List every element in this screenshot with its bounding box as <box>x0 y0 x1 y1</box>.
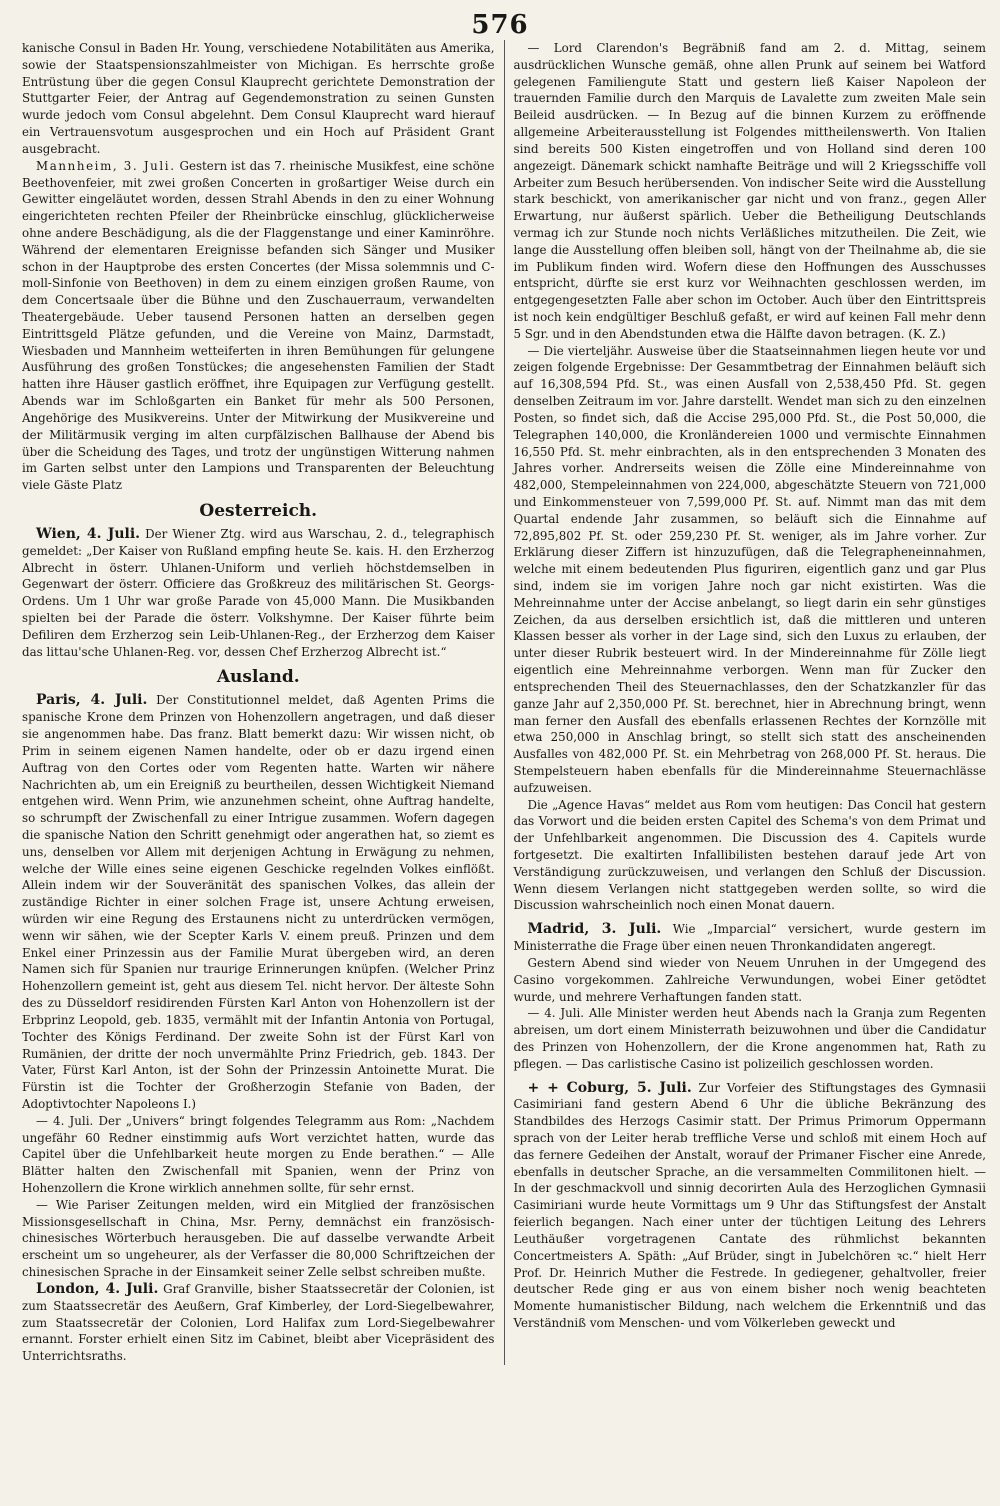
article-paris-rome: — 4. Juli. Der „Univers“ bringt folgendes Telegramm aus Rom: „Nachdem ungefähr 60 Redner einstimmig aufs Wort verzichtet hatten, wurde das Capitel über die Unfehlbarkeit heute morgen zu Ende berathen.“ — Alle Blätter halten den Zwischenfall mit Spanien, wenn der Prinz von Hohenzollern die Krone wirklich annehmen sollte, für sehr ernst. <box>22 1113 495 1195</box>
spacer <box>514 1073 987 1080</box>
article-madrid-ministers: — 4. Juli. Alle Minister werden heut Abends nach la Granja zum Regenten abreisen, um dort einem Ministerrath beizuwohnen und über die Candidatur des Prinzen von Hohenzollern, der die Krone angenommen hat, Rath zu pflegen. — Das carlistische Casino ist polizeilich geschlossen worden. <box>513 1006 986 1071</box>
article-wien <box>22 526 495 661</box>
article-mannheim <box>22 158 495 494</box>
dateline-coburg: + + Coburg, 5. Juli. <box>527 1079 692 1096</box>
article-mannheim-text: Gestern ist das 7. rheinische Musikfest, eine schöne Beethovenfeier, mit zwei großen Concerten in großartiger Weise durch ein Gewitter eingeläutet worden, dessen Strahl Abends in den zu einer Wohnung eingerichteten rechten Pfeiler der Rheinbrücke einschlug, glücklicherweise ohne andere Beschädigung, als die der Flaggenstange und einer Kaminröhre. Während der elementaren Ereignisse befanden sich Sänger und Musiker schon in der Hauptprobe des ersten Concertes (der Missa solemmnis und C-moll-Sinfonie von Beethoven) in dem zu einem einzigen großen Raume, von dem Concertsaale über die Bühne und den Zuschauerraum, verwandelten Theatergebäude. Ueber tausend Personen hatten an derselben gegen Eintrittsgeld Plätze gefunden, und die Vereine von Mainz, Darmstadt, Wiesbaden und Mannheim wetteiferten in ihren Bemühungen für gelungene Ausführung des großen Tonstückes; die angesehensten Familien der Stadt hatten ihre Häuser gastlich eröffnet, ihre Equipagen zur Verfügung gestellt. Abends war im Schloßgarten ein Banket für mehr als 500 Personen, Angehörige des Musikvereins. Unter der Mitwirkung der Musikvereine und der Militärmusik verging im alten curpfälzischen Ballhause der Abend bis über die Scheidung des Tages, und trotz der ungünstigen Witterung nahmen im Garten selbst unter den Lampions und Transparenten der Beleuchtung viele Gäste Platz <box>22 158 495 493</box>
page-number: 576 <box>471 10 529 40</box>
article-state-revenue: — Die vierteljähr. Ausweise über die Staatseinnahmen liegen heute vor und zeigen folgende Ergebnisse: Der Gesammtbetrag der Einnahmen beläuft sich auf 16,308,594 Pfd. St., was einen Ausfall von 2,538,450 Pfd. St. gegen denselben Zeitraum im vor. Jahre darstellt. Wendet man sich zu den einzelnen Posten, so findet sich, daß die Accise 295,000 Pfd. St., die Post 50,000, die Telegraphen 140,000, die Kronländereien 1000 und vermischte Einnahmen 16,550 Pfd. St. mehr einbrachten, als in den entsprechenden 3 Monaten des Jahres vorher. Andrerseits weisen die Zölle eine Mindereinnahme von 482,000, Stempeleinnahmen von 224,000, abgeschätzte Steuern von 721,000 und Einkommensteuer von 7,599,000 Pf. St. auf. Nimmt man das mit dem Quartal endende Jahr zusammen, so beläuft sich die Einnahme auf 72,895,802 Pf. St. oder 259,230 Pf. St. weniger, als im Jahre vorher. Zur Erklärung dieser Ziffern ist hinzuzufügen, daß die Telegrapheneinnahmen, welche mit einem bedeutenden Plus figuriren, eigentlich ganz und gar Plus sind, indem sie im vorigen Jahre noch gar nicht existirten. Was die Mehreinnahme unter der Accise anbelangt, so liegt darin ein sehr günstiges Zeichen, da aus derselben ersichtlich ist, daß die mittleren und unteren Klassen besser als vorher in der Lage sind, sich den Luxus zu erlauben, der unter dieser Rubrik besteuert wird. In der Mindereinnahme für Zölle liegt eigentlich eine Mehreinnahme verborgen. Wenn man für Zucker den entsprechenden Theil des Steuernachlasses, den der Schatzkanzler für das ganze Jahr auf 2,350,000 Pf. St. berechnet, hier in Abrechnung bringt, wenn man ferner den Ausfall des ebenfalls erlassenen Rechtes der Kornzölle mit etwa 250,000 in Anschlag bringt, so stellt sich statt des anscheinenden Ausfalles von 482,000 Pf. St. ein Mehrbetrag von 268,000 Pf. St. heraus. Die Stempelsteuern haben ebenfalls für die Mindereinnahme Steuernachlässe aufzuweisen. <box>513 343 986 795</box>
article-paris <box>22 692 495 1112</box>
article-baden-end: kanische Consul in Baden Hr. Young, verschiedene Notabilitäten aus Amerika, sowie der Staatspensionszahlmeister von Michigan. Es herrschte große Entrüstung über die gegen Consul Klauprecht gerichtete Demonstration der Stuttgarter Feier, der Antrag auf Gegendemonstration zu seinen Gunsten wurde jedoch vom Consul abgelehnt. Dem Consul Klauprecht ward hierauf ein Vertrauensvotum ausgesprochen und ein Hoch auf Präsident Grant ausgebracht. <box>22 41 495 156</box>
article-paris-dictionary: — Wie Pariser Zeitungen melden, wird ein Mitglied der französischen Missionsgesellschaft in China, Msr. Perny, demnächst ein französisch-chinesisches Wörterbuch herausgeben. Die auf dasselbe verwandte Arbeit erscheint um so ungeheurer, als der Verfasser die 80,000 Schriftzeichen der chinesischen Sprache in der Einsamkeit seiner Zelle selbst schreiben mußte. <box>22 1197 495 1280</box>
dateline-paris: Paris, 4. Juli. <box>36 692 148 709</box>
dateline-london: London, 4. Juli. <box>36 1280 159 1297</box>
article-madrid <box>514 921 987 955</box>
article-london <box>22 1281 495 1365</box>
article-coburg <box>514 1080 987 1332</box>
article-clarendon: — Lord Clarendon's Begräbniß fand am 2. d. Mittag, seinem ausdrücklichen Wunsche gemäß, ohne allen Prunk auf seinem bei Watford gelegenen Familiengute Statt und gestern ließ Kaiser Napoleon der trauernden Familie durch den Marquis de Lavalette zum zweiten Male sein Beileid ausdrücken. — In Bezug auf die binnen Kurzem zu eröffnende allgemeine Arbeiterausstellung ist Folgendes mittheilenswerth. Von Italien sind bereits 500 Kisten eingetroffen und von Holland sind deren 100 angezeigt. Dänemark schickt namhafte Beiträge und will 2 Kriegsschiffe voll Arbeiter zum Besuch herübersenden. Von indischer Seite wird die Ausstellung stark beschickt, von amerikanischer gar nicht und von franz., gegen Aller Erwartung, nur äußerst spärlich. Ueber die Betheiligung Deutschlands vermag ich zur Stunde noch nichts Verläßliches mitzutheilen. Die Zeit, wie lange die Ausstellung offen bleiben soll, hängt von der Theilnahme ab, die sie im Publikum finden wird. Wofern diese den Hoffnungen des Ausschusses entspricht, dürfte sie erst kurz vor Weihnachten geschlossen werden, im entgegengesetzten Falle aber schon im October. Auch über den Eintrittspreis ist noch kein endgültiger Beschluß gefaßt, er wird auf keinen Fall mehr denn 5 Sgr. und in den Abendstunden etwa die Hälfte davon betragen. (K. Z.) <box>513 41 986 341</box>
article-madrid-unrest: Gestern Abend sind wieder von Neuem Unruhen in der Umgegend des Casino vorgekommen. Zahlreiche Verwundungen, wobei Einer getödtet wurde, und mehrere Verhaftungen fanden statt. <box>513 955 986 1004</box>
section-heading-ausland: Ausland. <box>216 667 300 688</box>
right-column <box>504 40 987 1365</box>
article-wien-text: Der Wiener Ztg. wird aus Warschau, 2. d., telegraphisch gemeldet: „Der Kaiser von Rußland empfing heute Se. kais. H. den Erzherzog Albrecht in österr. Uhlanen-Uniform und verlieh höchstdemselben in Gegenwart der österr. Officiere das Großkreuz des militärischen St. Georgs-Ordens. Um 1 Uhr war große Parade von 45,000 Mann. Die Musikbanden spielten bei der Parade die österr. Volkshymne. Der Kaiser führte beim Defiliren dem Erzherzog sein Leib-Uhlanen-Reg., der Erzherzog dem Kaiser das littau'sche Uhlanen-Reg. vor, dessen Chef Erzherzog Albrecht ist.“ <box>22 526 495 659</box>
dateline-wien: Wien, 4. Juli. <box>36 525 141 542</box>
spacer <box>514 914 987 921</box>
columns <box>22 40 986 1365</box>
left-column <box>22 40 504 1365</box>
section-heading-oesterreich: Oesterreich. <box>199 500 318 521</box>
article-havas: Die „Agence Havas“ meldet aus Rom vom heutigen: Das Concil hat gestern das Vorwort und die beiden ersten Capitel des Schema's von dem Primat und der Unfehlbarkeit angenommen. Die Discussion des 4. Capitels wurde fortgesetzt. Die exaltirten Infallibilisten bestehen darauf jede Art von Verständigung zurückzuweisen, und verlangen den Schluß der Discussion. Wenn diesem Verlangen nicht stattgegeben werden sollte, so wird die Discussion wahrscheinlich noch einen Monat dauern. <box>513 797 986 913</box>
article-paris-text: Der Constitutionnel meldet, daß Agenten Prims die spanische Krone dem Prinzen von Hohenzollern angetragen, und daß dieser sie angenommen habe. Das franz. Blatt bemerkt dazu: Wir wissen nicht, ob Prim in seinem eigenen Namen handelte, oder ob er dazu irgend einen Auftrag von den Cortes oder vom Regenten hatte. Warten wir nähere Nachrichten ab, um ein Ereigniß zu beurtheilen, dessen Wichtigkeit Niemand entgehen wird. Wenn Prim, wie anzunehmen scheint, ohne Auftrag handelte, so schrumpft der Zwischenfall zu einer Intrigue zusammen. Wofern dagegen die spanische Nation den Schritt genehmigt oder angerathen hat, so ziemt es uns, denselben vor Allem mit derjenigen Achtung in Erwägung zu nehmen, welche der Wille eines seine eigenen Geschicke regelnden Volkes einflößt. Allein indem wir der Souveränität des spanischen Volkes, das allein der zuständige Richter in einer solchen Frage ist, unsere Achtung erweisen, würden wir eine Regung des Erstaunens nicht zu unterdrücken vermögen, wenn wir sähen, wie der Scepter Karls V. einem preuß. Prinzen und dem Enkel einer Prinzessin aus der Familie Murat übergeben wird, an deren Namen sich für Spanien nur traurige Erinnerungen knüpfen. (Welcher Prinz Hohenzollern gemeint ist, geht aus diesem Tel. nicht hervor. Der älteste Sohn des zu Düsseldorf residirenden Fürsten Karl Anton von Hohenzollern ist der Erbprinz Leopold, geb. 1835, vermählt mit der Infantin Antonia von Portugal, Tochter des Königs Ferdinand. Der zweite Sohn ist der Fürst Karl von Rumänien, der dritte der noch unvermählte Prinz Friedrich, geb. 1843. Der Vater, Fürst Karl Anton, ist der Sohn der Prinzessin Antoinette Murat. Die Fürstin ist die Tochter der Großherzogin Stefanie von Baden, der Adoptivtochter Napoleons I.) <box>22 693 495 1111</box>
article-coburg-text: Zur Vorfeier des Stiftungstages des Gymnasii Casimiriani fand gestern Abend 6 Uhr die übliche Bekränzung des Standbildes des Herzogs Casimir statt. Der Primus Primorum Oppermann sprach von der Leiter herab treffliche Verse und schloß mit einem Hoch auf das fernere Gedeihen der Anstalt, worauf der Primaner Fischer eine Anrede, ebenfalls in deutscher Sprache, an die versammelten Commilitonen hielt. — In der geschmackvoll und sinnig decorirten Aula des Herzoglichen Gymnasii Casimiriani wurde heute Vormittags um 9 Uhr das Stiftungsfest der Anstalt feierlich begangen. Nach einer unter der tüchtigen Leitung des Lehrers Leuthäußer vorgetragenen Cantate des rühmlichst bekannten Concertmeisters A. Späth: „Auf Brüder, singt in Jubelchören ꝛc.“ hielt Herr Prof. Dr. Heinrich Muther die Festrede. In gediegener, gehaltvoller, freier deutscher Rede ging er aus von einem bisher noch wenig beachteten Momente humanistischer Bildung, nach welchem die Erkenntniß und das Verständniß vom Menschen- und vom Völkerleben geweckt und <box>513 1080 987 1330</box>
dateline-madrid: Madrid, 3. Juli. <box>527 921 662 938</box>
article-london-text: Graf Granville, bisher Staatssecretär der Colonien, ist zum Staatssecretär des Aeußern, Graf Kimberley, der Lord-Siegelbewahrer, zum Staatssecretär der Colonien, Lord Halifax zum Lord-Siegelbewahrer ernannt. Forster erhielt einen Sitz im Cabinet, bleibt aber Vicepräsident des Unterrichtsraths. <box>22 1281 495 1364</box>
dateline-mannheim: Mannheim, 3. Juli. <box>36 158 176 173</box>
article-madrid-text: Wie „Imparcial“ versichert, wurde gestern im Ministerrathe die Frage über einen neuen Thronkandidaten angeregt. <box>513 922 986 954</box>
